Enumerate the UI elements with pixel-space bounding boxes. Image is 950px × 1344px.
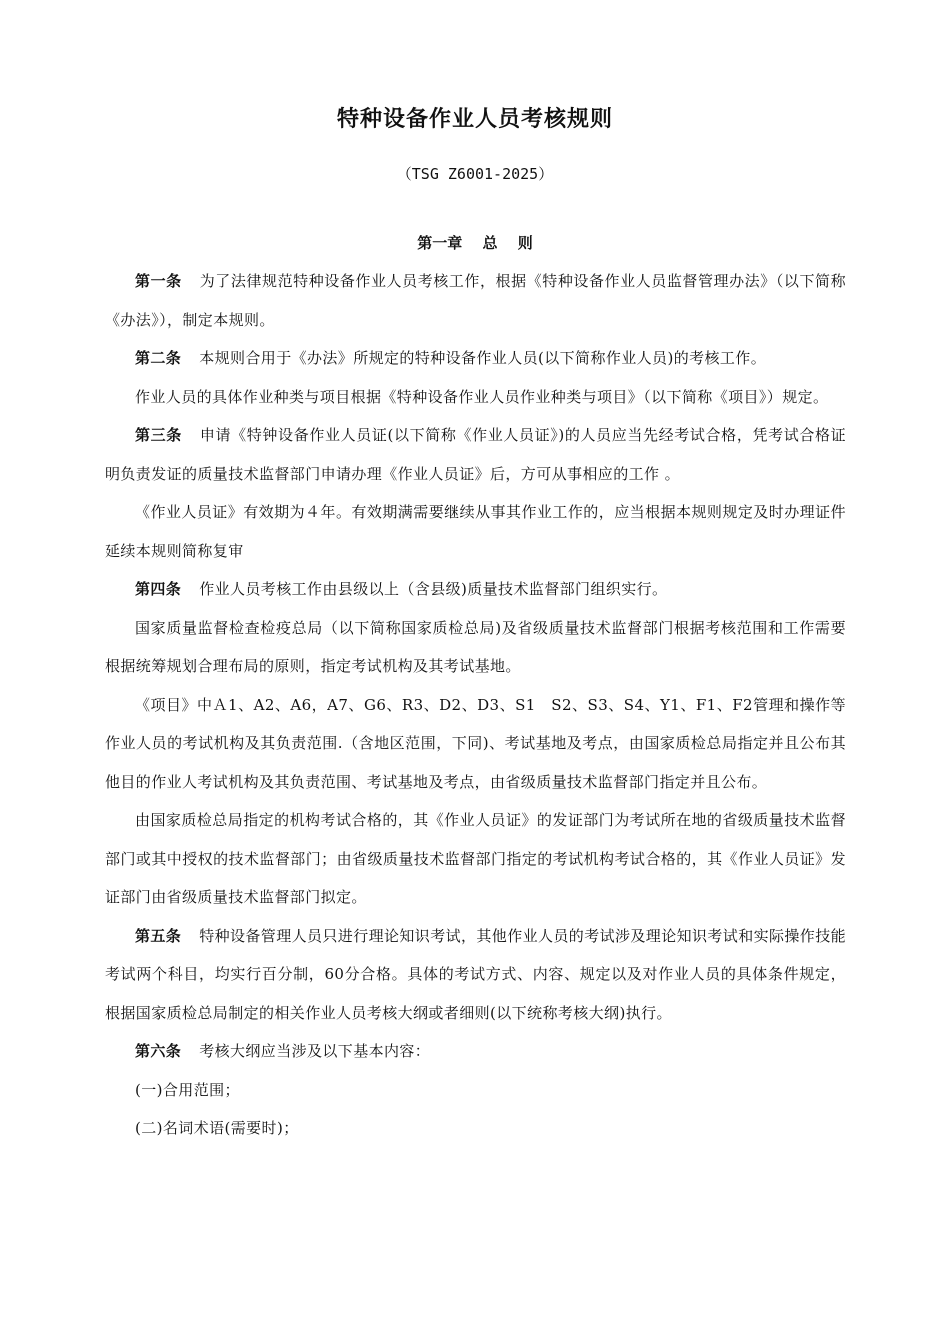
- paragraph: [105, 686, 846, 802]
- paragraph: [105, 416, 846, 493]
- document-body: [105, 262, 846, 1148]
- document-code: （TSG Z6001-2025）: [396, 165, 554, 183]
- paragraph: [105, 262, 846, 339]
- paragraph-text: 国家质量监督检查检疫总局（以下简称国家质检总局)及省级质量技术监督部门根据考核范围和工作需要根据统筹规划合理布局的原则，指定考试机构及其考试基地。: [105, 618, 846, 675]
- article-label: 第一条: [135, 272, 182, 290]
- paragraph-text: 特种设备管理人员只进行理论知识考试，其他作业人员的考试涉及理论知识考试和实际操作技能考试两个科目，均实行百分制，60分合格。具体的考试方式、内容、规定以及对作业人员的具体条件规定，根据国家质检总局制定的相关作业人员考核大纲或者细则(以下统称考核大纲)执行。: [105, 926, 847, 1022]
- article-label: 第三条: [135, 426, 182, 444]
- paragraph-text: (二)名词术语(需要时)；: [135, 1119, 299, 1137]
- paragraph-text: 《作业人员证》有效期为４年。有效期满需要继续从事其作业工作的，应当根据本规则规定及时办理证件延续本规则简称复审: [105, 503, 846, 560]
- paragraph: [105, 609, 846, 686]
- article-label: 第六条: [135, 1042, 182, 1060]
- paragraph-text: 考核大纲应当涉及以下基本内容：: [199, 1042, 431, 1060]
- paragraph-text: 本规则合用于《办法》所规定的特种设备作业人员(以下简称作业人员)的考核工作。: [199, 349, 767, 367]
- paragraph-text: 《项目》中Ａ1、A2、A6，A7、G6、R3、D2、D3、S1 S2、S3、S4、Y1、F1、F2管理和操作等作业人员的考试机构及其负责范围.（含地区范围，下同)、考试基地及考点，由国家质检总局指定并且公布其他目的作业人考试机构及其负责范围、考试基地及考点，由省级质量技术监督部门指定并且公布。: [105, 695, 846, 791]
- paragraph: [105, 917, 846, 1033]
- paragraph-text: 申请《特钟设备作业人员证(以下简称《作业人员证》)的人员应当先经考试合格，凭考试合格证明负责发证的质量技术监督部门申请办理《作业人员证》后，方可从事相应的工作 。: [105, 426, 846, 483]
- article-label: 第四条: [135, 580, 182, 598]
- paragraph: [105, 378, 846, 417]
- paragraph: [105, 339, 846, 378]
- document-title: 特种设备作业人员考核规则: [336, 107, 613, 132]
- paragraph-text: 为了法律规范特种设备作业人员考核工作，根据《特种设备作业人员监督管理办法》（以下简称《办法》），制定本规则。: [105, 272, 846, 329]
- article-label: 第二条: [135, 349, 182, 367]
- paragraph-text: 由国家质检总局指定的机构考试合格的，其《作业人员证》的发证部门为考试所在地的省级质量技术监督部门或其中授权的技术监督部门；由省级质量技术监督部门指定的考试机构考试合格的，其《作业人员证》发证部门由省级质量技术监督部门拟定。: [105, 811, 846, 906]
- paragraph-text: (一)合用范围；: [135, 1080, 240, 1099]
- paragraph: [105, 1032, 846, 1071]
- article-label: 第五条: [135, 926, 182, 945]
- paragraph: [105, 801, 846, 917]
- paragraph-text: 作业人员的具体作业种类与项目根据《特种设备作业人员作业种类与项目》（以下简称《项目》）规定。: [135, 387, 829, 406]
- paragraph: [105, 493, 846, 570]
- paragraph-text: 作业人员考核工作由县级以上（含县级)质量技术监督部门组织实行。: [199, 580, 668, 598]
- chapter-heading: 第一章 总 则: [417, 234, 533, 252]
- paragraph: [105, 570, 846, 609]
- paragraph: [105, 1109, 846, 1148]
- paragraph: [105, 1071, 846, 1110]
